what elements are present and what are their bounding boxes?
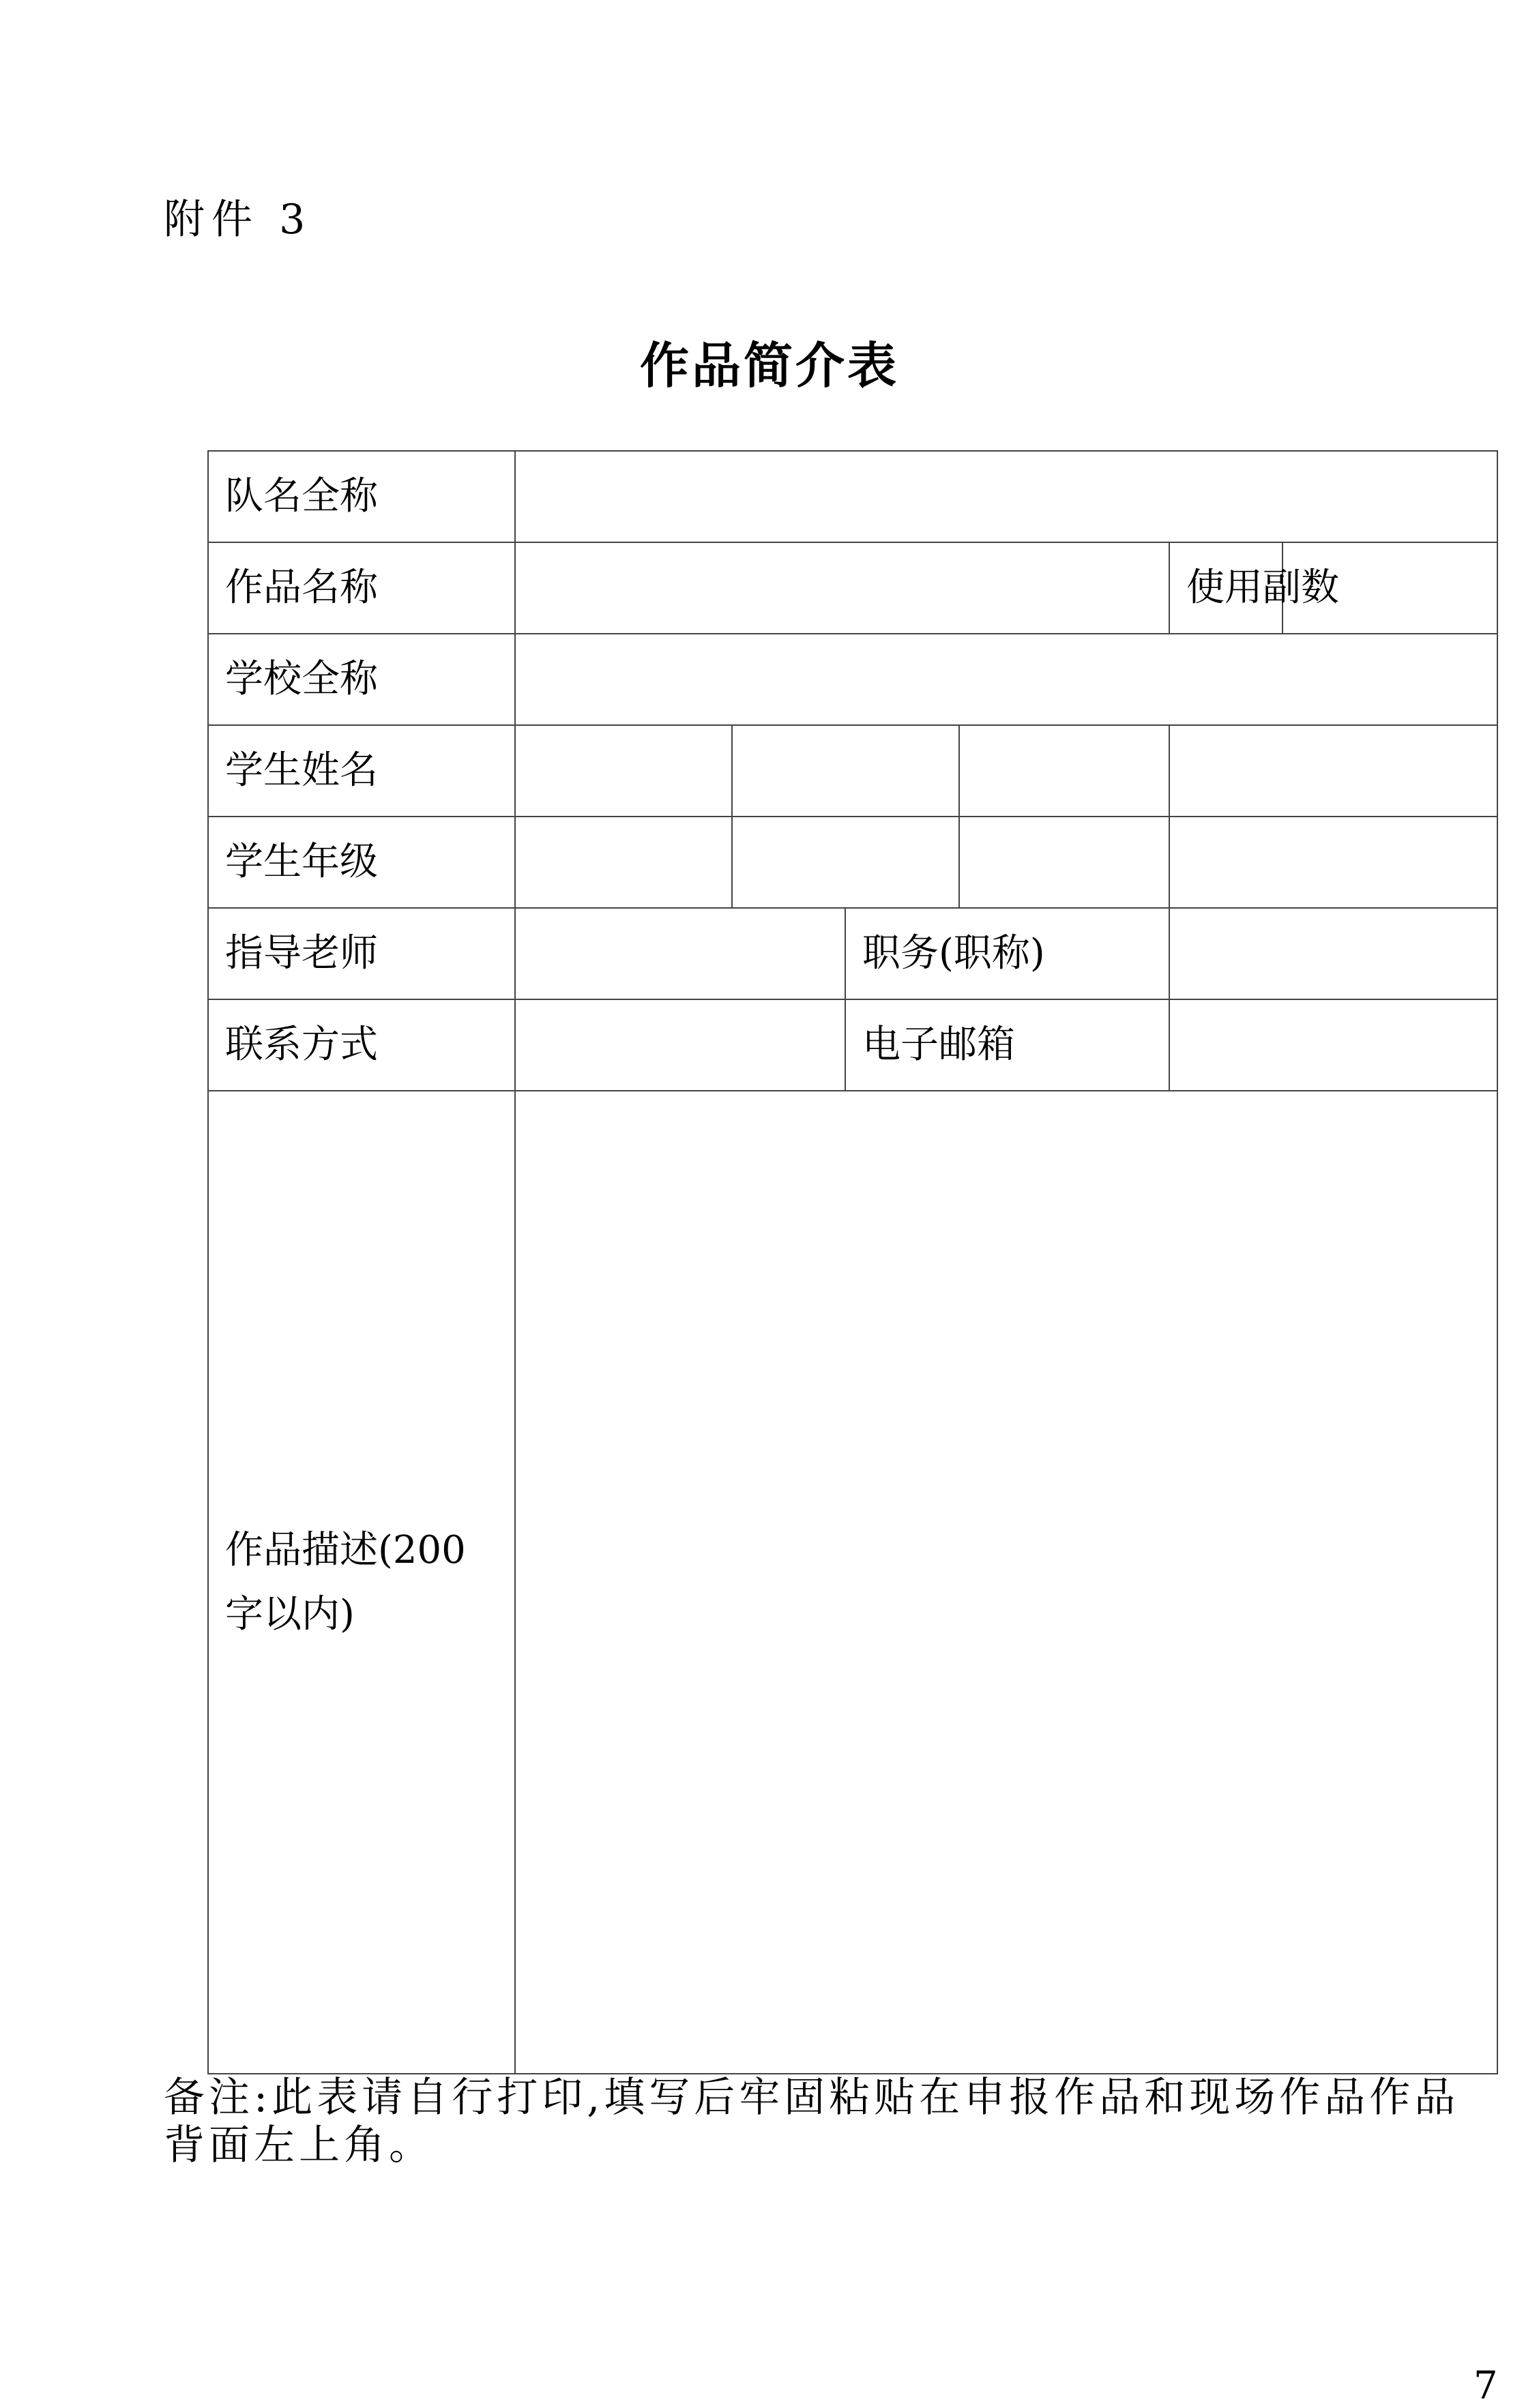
work-name-field[interactable] [515, 542, 1169, 634]
row-student-names [208, 725, 1497, 817]
row-contact [208, 999, 1497, 1091]
student-grade-field-2[interactable] [732, 817, 959, 908]
student-grade-field-4[interactable] [1169, 817, 1497, 908]
note-line-1: 备注:此表请自行打印,填写后牢固粘贴在申报作品和现场作品作品 [164, 2074, 1460, 2121]
note [164, 2074, 1521, 2169]
advisor-label: 指导老师 [208, 908, 515, 999]
position-title-label: 职务(职称) [845, 908, 1169, 999]
position-title-field[interactable] [1169, 908, 1497, 999]
work-intro-form [207, 450, 1498, 2074]
email-field[interactable] [1169, 999, 1497, 1091]
email-label: 电子邮箱 [845, 999, 1169, 1091]
student-name-field-2[interactable] [732, 725, 959, 817]
work-name-label: 作品名称 [208, 542, 515, 634]
team-name-field[interactable] [515, 451, 1497, 542]
description-field[interactable] [515, 1091, 1497, 2074]
school-name-field[interactable] [515, 634, 1497, 725]
page-number: 7 [1474, 2364, 1498, 2408]
student-name-field-4[interactable] [1169, 725, 1497, 817]
contact-label: 联系方式 [208, 999, 515, 1091]
school-name-label: 学校全称 [208, 634, 515, 725]
student-name-field-3[interactable] [959, 725, 1169, 817]
row-advisor [208, 908, 1497, 999]
note-line-2: 背面左上角。 [164, 2121, 434, 2169]
copies-used-label: 使用副数 [1169, 542, 1282, 634]
student-names-label: 学生姓名 [208, 725, 515, 817]
student-name-field-1[interactable] [515, 725, 732, 817]
advisor-field[interactable] [515, 908, 845, 999]
student-grades-label: 学生年级 [208, 817, 515, 908]
student-grade-field-1[interactable] [515, 817, 732, 908]
description-label: 作品描述(200 字以内) [208, 1091, 515, 2074]
row-student-grades [208, 817, 1497, 908]
contact-field[interactable] [515, 999, 845, 1091]
row-description [208, 1091, 1497, 2074]
form-title: 作品简介表 [639, 337, 899, 394]
student-grade-field-3[interactable] [959, 817, 1169, 908]
row-team-name [208, 451, 1497, 542]
row-work-name [208, 542, 1497, 634]
team-name-label: 队名全称 [208, 451, 515, 542]
attachment-label: 附件 3 [164, 196, 312, 244]
row-school-name [208, 634, 1497, 725]
